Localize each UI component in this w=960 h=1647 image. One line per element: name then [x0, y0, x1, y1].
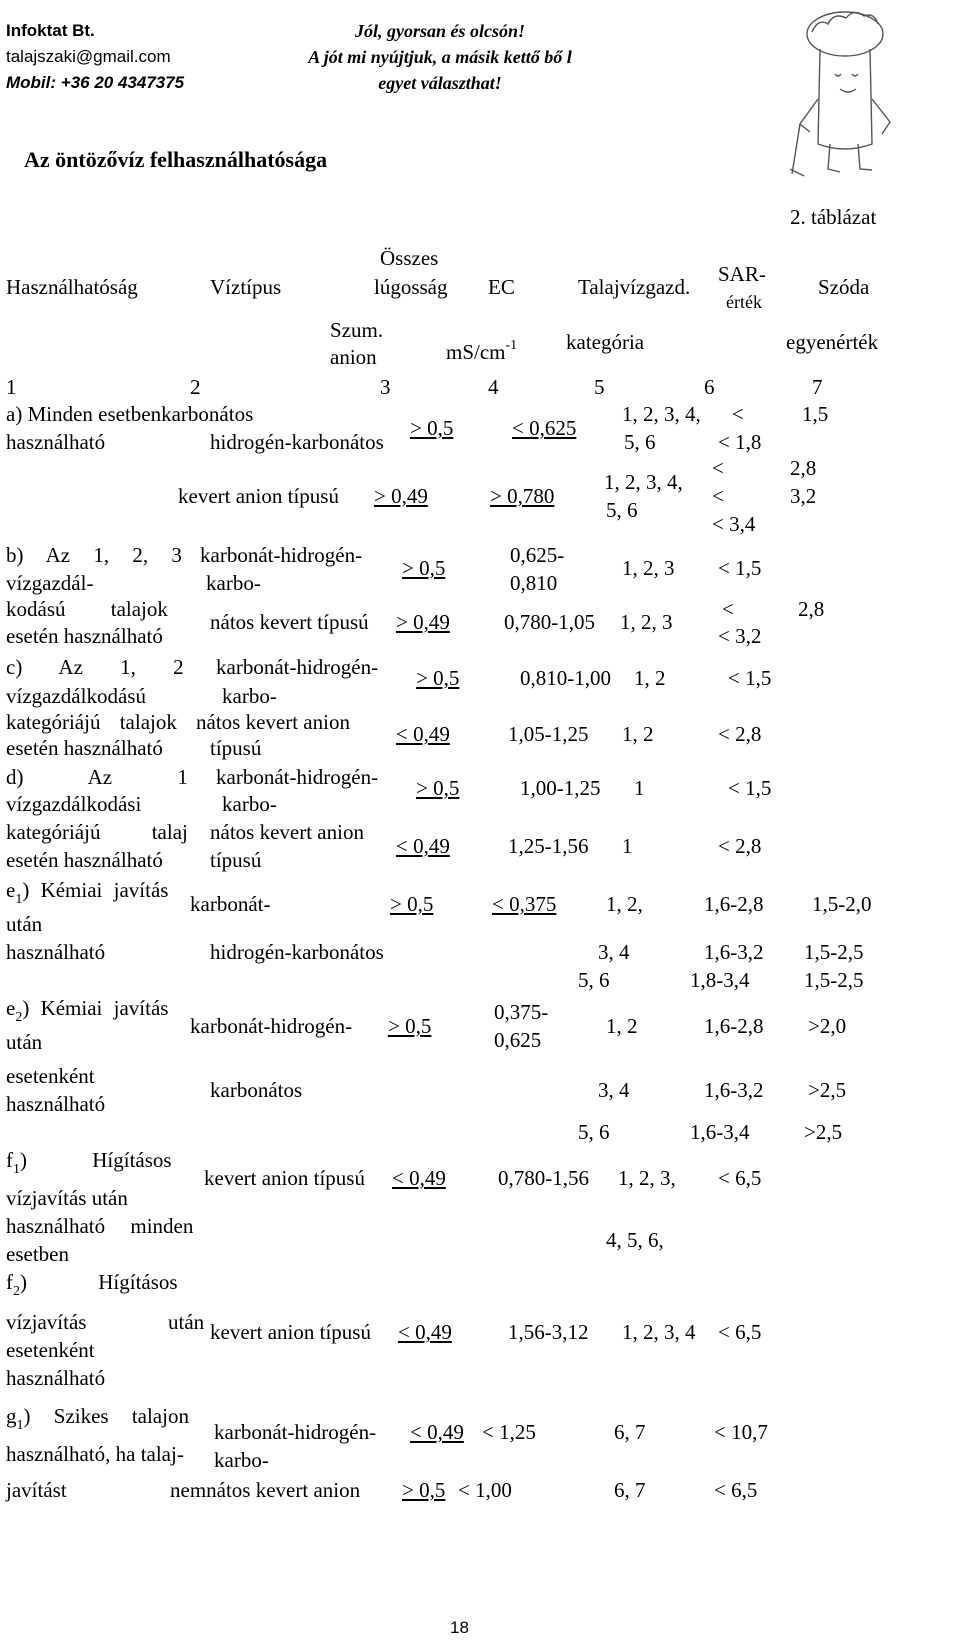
row-c-ec-2: 1,05-1,25 [508, 722, 589, 746]
row-d-label-2: vízgazdálkodási [6, 792, 142, 816]
row-a-mixed-sar-2: < [712, 484, 724, 508]
row-e1-category: 1, 2, [606, 892, 643, 916]
row-e2-sar-2: 1,6-3,2 [704, 1078, 764, 1102]
row-g1-water-3: nemnátos kevert anion [170, 1478, 361, 1502]
slogan-line-2: A jót mi nyújtjuk, a másik kettő bő l [308, 47, 572, 67]
row-f2-label-4: használható [6, 1366, 106, 1390]
row-f2-category: 1, 2, 3, 4 [622, 1320, 696, 1344]
col-header-usability: Használhatóság [6, 275, 138, 299]
row-g1-alkalinity-2: > 0,5 [402, 1478, 446, 1502]
row-f1-ec: 0,780-1,56 [498, 1166, 589, 1190]
row-f1-alkalinity: < 0,49 [392, 1166, 446, 1190]
row-c-water-3: nátos kevert anion [196, 710, 350, 734]
row-a-category-1: 1, 2, 3, 4, [622, 402, 701, 426]
row-b-ec-1: 0,625- [510, 543, 565, 567]
row-b-category-2: 1, 2, 3 [620, 610, 673, 634]
col-number: 6 [704, 375, 715, 399]
row-b-water-3: nátos kevert típusú [210, 610, 369, 634]
row-f2-alkalinity: < 0,49 [398, 1320, 452, 1344]
row-b-soda-2: 2,8 [798, 597, 825, 621]
row-e1-soda-2: 1,5-2,5 [804, 940, 864, 964]
row-e2-label-3: esetenként [6, 1064, 95, 1088]
row-a-sar-1: < [732, 402, 744, 426]
row-c-alkalinity-2: < 0,49 [396, 722, 450, 746]
row-g1-label-3: javítást [6, 1478, 67, 1502]
row-d-sar: < 1,5 [728, 776, 772, 800]
row-e2-label-4: használható [6, 1092, 106, 1116]
row-e1-sar-2: 1,6-3,2 [704, 940, 764, 964]
row-a-mixed-soda-2: 3,2 [790, 484, 817, 508]
row-f2-water: kevert anion típusú [210, 1320, 371, 1344]
row-e2-label-1: $e_2$) Kémiai javítás [6, 996, 169, 1025]
row-d-alkalinity: > 0,5 [416, 776, 460, 800]
row-a-alkalinity: > 0,5 [410, 416, 454, 440]
row-g1-ec: < 1,25 [482, 1420, 536, 1444]
table-label: 2. táblázat [790, 205, 877, 229]
row-d-water-3: nátos kevert anion [210, 820, 364, 844]
col-number: 7 [812, 375, 823, 399]
row-a-label-2: használható [6, 430, 106, 454]
col-header-soda: Szóda [818, 275, 870, 299]
mascot-logo-icon [790, 4, 910, 179]
col-number: 1 [6, 375, 17, 399]
row-g1-water-2: karbo- [214, 1448, 269, 1472]
row-c-label-1: c) Az 1, 2 [6, 655, 184, 679]
row-d-label-3: kategóriájú talaj [6, 820, 188, 844]
row-e1-category-2: 3, 4 [598, 940, 630, 964]
row-e1-alkalinity: > 0,5 [390, 892, 434, 916]
row-f1-sar: < 6,5 [718, 1166, 762, 1190]
row-f1-label-2: vízjavítás után [6, 1186, 128, 1210]
row-c-sar-2: < 2,8 [718, 722, 762, 746]
row-a-mixed-category-1: 1, 2, 3, 4, [604, 470, 683, 494]
row-b-ec-3: 0,780-1,05 [504, 610, 595, 634]
row-g1-category: 6, 7 [614, 1420, 646, 1444]
subheader-anion: anion [330, 345, 377, 369]
subheader-sum: Szum. [330, 318, 384, 342]
col-number: 3 [380, 375, 391, 399]
row-e2-soda-3: >2,5 [804, 1120, 843, 1144]
col-number: 4 [488, 375, 499, 399]
row-c-water-1: karbonát-hidrogén- [216, 655, 379, 679]
row-e2-sar: 1,6-2,8 [704, 1014, 764, 1038]
row-e1-category-3: 5, 6 [578, 968, 610, 992]
row-g1-category-2: 6, 7 [614, 1478, 646, 1502]
subheader-equivalent: egyenérték [786, 330, 879, 354]
row-d-label-4: esetén használható [6, 848, 163, 872]
row-a-water-2: hidrogén-karbonátos [210, 430, 384, 454]
row-a-sar-2: < 1,8 [718, 430, 762, 454]
row-b-sar: < 1,5 [718, 556, 762, 580]
row-c-label-3: kategóriájú talajok [6, 710, 177, 734]
row-b-category: 1, 2, 3 [622, 556, 675, 580]
row-a-soda: 1,5 [802, 402, 829, 426]
row-e1-sar: 1,6-2,8 [704, 892, 764, 916]
row-c-category: 1, 2 [634, 666, 666, 690]
col-header-sar-1: SAR- [718, 262, 766, 286]
row-e1-water-2: hidrogén-karbonátos [210, 940, 384, 964]
row-a-mixed-water: kevert anion típusú [178, 484, 339, 508]
row-f1-label-4: esetben [6, 1242, 69, 1266]
row-e2-water-2: karbonátos [210, 1078, 303, 1102]
row-c-category-2: 1, 2 [622, 722, 654, 746]
col-header-ec: EC [488, 275, 515, 299]
row-d-water-4: típusú [210, 848, 262, 872]
row-c-ec: 0,810-1,00 [520, 666, 611, 690]
row-d-ec: 1,00-1,25 [520, 776, 601, 800]
row-d-water-2: karbo- [222, 792, 277, 816]
row-e1-label-2: után [6, 912, 43, 936]
row-f1-label-1: $f_1$) Hígításos [6, 1148, 172, 1177]
row-c-label-2: vízgazdálkodású [6, 684, 146, 708]
row-b-label-3: kodású talajok [6, 597, 168, 621]
row-a-label-1: a) Minden esetbenkarbonátos [6, 402, 254, 426]
slogan-line-1: Jól, gyorsan és olcsón! [354, 21, 525, 41]
col-header-sar-2: érték [726, 292, 762, 312]
row-g1-label-1: $g_1$) Szikes talajon [6, 1404, 189, 1433]
col-header-groundwater: Talajvízgazd. [578, 275, 691, 299]
row-d-ec-2: 1,25-1,56 [508, 834, 589, 858]
row-e2-sar-3: 1,6-3,4 [690, 1120, 750, 1144]
row-e2-category-2: 3, 4 [598, 1078, 630, 1102]
row-g1-ec-2: < 1,00 [458, 1478, 512, 1502]
row-c-sar: < 1,5 [728, 666, 772, 690]
row-c-water-2: karbo- [222, 684, 277, 708]
row-f1-water: kevert anion típusú [204, 1166, 365, 1190]
row-f2-label-3: esetenként [6, 1338, 95, 1362]
row-b-sar-2a: < [722, 597, 734, 621]
subheader-unit: $mS/cm^{-1}$ [446, 338, 518, 364]
row-d-alkalinity-2: < 0,49 [396, 834, 450, 858]
row-e1-ec: < 0,375 [492, 892, 557, 916]
row-b-water-2: karbo- [206, 571, 261, 595]
row-g1-sar: < 10,7 [714, 1420, 768, 1444]
row-e2-soda-2: >2,5 [808, 1078, 847, 1102]
row-e1-sar-3: 1,8-3,4 [690, 968, 750, 992]
row-b-label-4: esetén használható [6, 624, 163, 648]
row-b-ec-2: 0,810 [510, 571, 558, 595]
col-number: 2 [190, 375, 201, 399]
slogan-line-3: egyet választhat! [378, 73, 502, 93]
row-c-alkalinity: > 0,5 [416, 666, 460, 690]
row-a-category-2: 5, 6 [624, 430, 656, 454]
row-d-category-2: 1 [622, 834, 633, 858]
row-g1-label-2: használható, ha talaj- [6, 1442, 184, 1466]
row-f2-label-1: $f_2$) Hígításos [6, 1270, 178, 1299]
row-e2-alkalinity: > 0,5 [388, 1014, 432, 1038]
subheader-category: kategória [566, 330, 645, 354]
row-e2-ec-1: 0,375- [494, 1000, 549, 1024]
row-e1-water: karbonát- [190, 892, 271, 916]
company-name: Infoktat Bt. [6, 21, 95, 40]
row-e2-soda: >2,0 [808, 1014, 847, 1038]
row-d-label-1: d) Az 1 [6, 765, 188, 789]
row-d-sar-2: < 2,8 [718, 834, 762, 858]
row-d-water-1: karbonát-hidrogén- [216, 765, 379, 789]
row-f1-label-3: használható minden [6, 1214, 194, 1238]
row-e2-label-2: után [6, 1030, 43, 1054]
row-e1-label-3: használható [6, 940, 106, 964]
row-e2-ec-2: 0,625 [494, 1028, 542, 1052]
row-b-label-1: b) Az 1, 2, 3 [6, 543, 182, 567]
row-c-label-4: esetén használható [6, 736, 163, 760]
company-phone: Mobil: +36 20 4347375 [6, 73, 185, 92]
col-header-water-type: Víztípus [210, 275, 282, 299]
row-e1-soda-3: 1,5-2,5 [804, 968, 864, 992]
row-a-mixed-category-2: 5, 6 [606, 498, 638, 522]
row-d-category: 1 [634, 776, 645, 800]
row-e2-category: 1, 2 [606, 1014, 638, 1038]
row-e2-category-3: 5, 6 [578, 1120, 610, 1144]
row-a-ec: < 0,625 [512, 416, 577, 440]
col-number: 5 [594, 375, 605, 399]
row-g1-sar-2: < 6,5 [714, 1478, 758, 1502]
row-a-mixed-ec: > 0,780 [490, 484, 555, 508]
row-f2-ec: 1,56-3,12 [508, 1320, 589, 1344]
row-b-sar-2b: < 3,2 [718, 624, 762, 648]
row-a-mixed-alkalinity: > 0,49 [374, 484, 428, 508]
row-a-mixed-sar-1: < [712, 456, 724, 480]
row-f2-sar: < 6,5 [718, 1320, 762, 1344]
row-g1-water: karbonát-hidrogén- [214, 1420, 377, 1444]
row-b-alkalinity-2: > 0,49 [396, 610, 450, 634]
page-title: Az öntözővíz felhasználhatósága [24, 147, 328, 172]
row-a-mixed-sar-3: < 3,4 [712, 512, 756, 536]
row-e1-soda: 1,5-2,0 [812, 892, 872, 916]
col-header-total-alk-2: lúgosság [374, 275, 448, 299]
page-number: 18 [450, 1618, 469, 1637]
row-f2-label-2: vízjavítás [6, 1310, 87, 1334]
row-b-alkalinity: > 0,5 [402, 556, 446, 580]
row-f1-category-2: 4, 5, 6, [606, 1228, 664, 1252]
row-e2-water: karbonát-hidrogén- [190, 1014, 353, 1038]
row-c-water-4: típusú [210, 736, 262, 760]
row-a-mixed-soda-1: 2,8 [790, 456, 817, 480]
row-e1-label-1: $e_1$) Kémiai javítás [6, 878, 169, 907]
row-g1-alkalinity: < 0,49 [410, 1420, 464, 1444]
row-b-label-2: vízgazdál- [6, 571, 94, 595]
company-email: talajszaki@gmail.com [6, 47, 171, 66]
row-b-water-1: karbonát-hidrogén- [200, 543, 363, 567]
row-f1-category: 1, 2, 3, [618, 1166, 676, 1190]
row-f2-label-2b: után [168, 1310, 205, 1334]
col-header-total-alk-1: Összes [380, 246, 439, 270]
